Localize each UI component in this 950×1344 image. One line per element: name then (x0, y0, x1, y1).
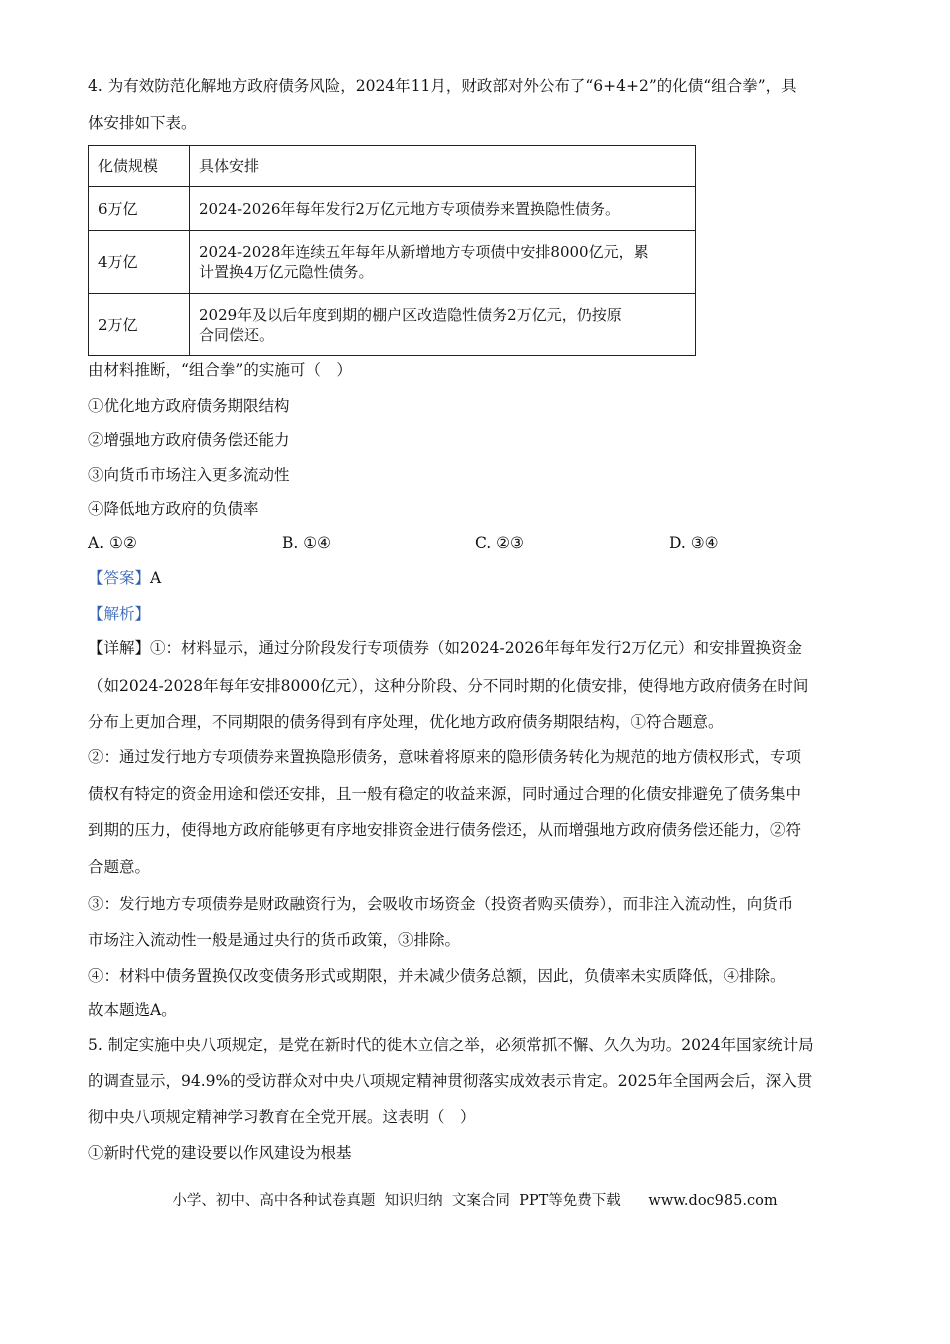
q5-stem-line-2: 的调查显示，94.9%的受访群众对中央八项规定精神贯彻落实成效表示肯定。2025年全国两会后，深入贯 (88, 1072, 813, 1090)
answer-label: 【答案】 (88, 569, 151, 587)
detail-line: ②：通过发行地方专项债券来置换隐形债务，意味着将原来的隐形债务转化为规范的地方债权形式，专项 (88, 748, 802, 766)
q5-stem-line-1: 5. 制定实施中央八项规定，是党在新时代的徙木立信之举，必须常抓不懈、久久为功。2024年国家统计局 (88, 1036, 814, 1054)
row-detail: 2029年及以后年度到期的棚户区改造隐性债务2万亿元，仍按原 合同偿还。 (190, 294, 696, 356)
footer-url: www.doc985.com (648, 1193, 778, 1209)
detail-label: 【详解】 (88, 639, 151, 657)
header-scale: 化债规模 (89, 146, 190, 187)
answer-value: A (150, 569, 162, 587)
footer-text: 小学、初中、高中各种试卷真题 知识归纳 文案合同 PPT等免费下载 (172, 1193, 621, 1209)
detail-line: 到期的压力，使得地方政府能够更有序地安排资金进行债务偿还，从而增强地方政府债务偿还能力，②符 (88, 821, 802, 839)
detail-line: ④：材料中债务置换仅改变债务形式或期限，并未减少债务总额，因此，负债率未实质降低，④排除。 (88, 967, 786, 985)
detail-line: 故本题选A。 (88, 1001, 177, 1019)
q5-statement-1: ①新时代党的建设要以作风建设为根基 (88, 1144, 352, 1162)
table-row (89, 187, 696, 231)
table-row (89, 231, 696, 294)
statement-1: ①优化地方政府债务期限结构 (88, 397, 290, 415)
q5-stem-line-3: 彻中央八项规定精神学习教育在全党开展。这表明（ ） (88, 1108, 476, 1126)
detail-line: 合题意。 (88, 858, 151, 876)
q4-question: 由材料推断，“组合拳”的实施可（ ） (88, 361, 352, 379)
detail-line: 分布上更加合理，不同期限的债务得到有序处理，优化地方政府债务期限结构，①符合题意。 (88, 713, 724, 731)
option-c: C. ②③ (475, 534, 524, 552)
page-footer (0, 1191, 950, 1211)
table-row (89, 294, 696, 356)
option-d: D. ③④ (669, 534, 719, 552)
q4-stem-line-2: 体安排如下表。 (88, 114, 197, 132)
answer-line (88, 568, 868, 588)
detail-line: ③：发行地方专项债券是财政融资行为，会吸收市场资金（投资者购买债券），而非注入流动性，向货币 (88, 895, 794, 913)
row-detail: 2024-2026年每年发行2万亿元地方专项债券来置换隐性债务。 (190, 187, 696, 231)
q4-stem-line-1: 4. 为有效防范化解地方政府债务风险，2024年11月，财政部对外公布了“6+4+2”的化债“组合拳”，具 (88, 77, 797, 95)
row-detail: 2024-2028年连续五年每年从新增地方专项债中安排8000亿元，累 计置换4万亿元隐性债务。 (190, 231, 696, 294)
analysis-label: 【解析】 (88, 605, 151, 623)
option-b: B. ①④ (282, 534, 332, 552)
detail-line: 债权有特定的资金用途和偿还安排，且一般有稳定的收益来源，同时通过合理的化债安排避免了债务集中 (88, 785, 802, 803)
row-scale: 2万亿 (89, 294, 190, 356)
row-scale: 4万亿 (89, 231, 190, 294)
statement-3: ③向货币市场注入更多流动性 (88, 466, 290, 484)
row-scale: 6万亿 (89, 187, 190, 231)
header-detail: 具体安排 (190, 146, 696, 187)
statement-4: ④降低地方政府的负债率 (88, 500, 259, 518)
statement-2: ②增强地方政府债务偿还能力 (88, 431, 290, 449)
detail-line: 【详解】①：材料显示，通过分阶段发行专项债券（如2024-2026年每年发行2万亿元）和安排置换资金 (88, 639, 803, 657)
detail-line: （如2024-2028年每年安排8000亿元），这种分阶段、分不同时期的化债安排，使得地方政府债务在时间 (88, 677, 809, 695)
option-a: A. ①② (88, 534, 137, 552)
debt-plan-table (88, 145, 696, 356)
detail-line: 市场注入流动性一般是通过央行的货币政策，③排除。 (88, 931, 461, 949)
table-header-row (89, 146, 696, 187)
